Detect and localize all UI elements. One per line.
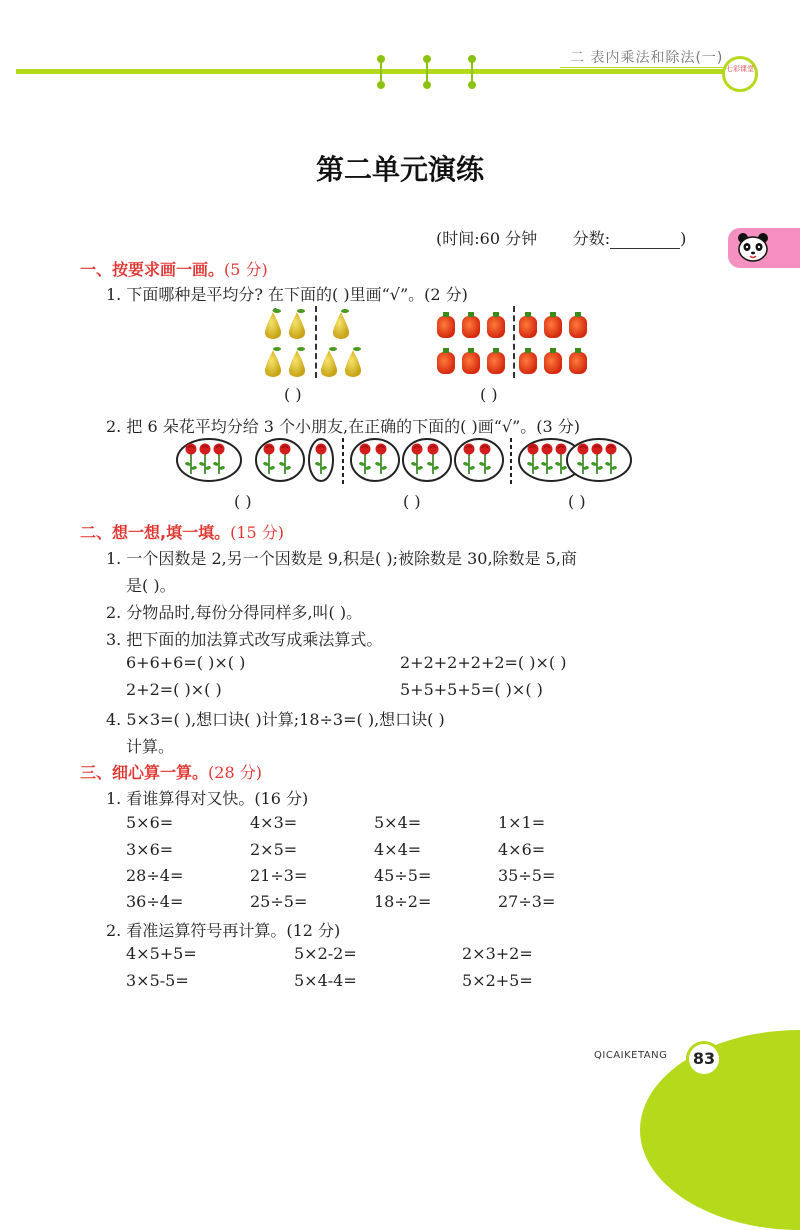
section-title: 二、想一想,填一填。 xyxy=(80,523,231,542)
header-rule xyxy=(560,67,740,68)
calc-item: 18÷2= xyxy=(374,892,432,911)
question-3-2: 2. 看准运算符号再计算。(12 分) xyxy=(106,921,341,940)
section-heading-1 xyxy=(80,257,268,280)
question-2-2: 2. 分物品时,每份分得同样多,叫( )。 xyxy=(106,603,363,622)
equation-item: 2+2=( )×( ) xyxy=(126,680,222,699)
question-2-1-cont: 是( )。 xyxy=(126,576,176,595)
calc-item: 36÷4= xyxy=(126,892,184,911)
question-3-1: 1. 看谁算得对又快。(16 分) xyxy=(106,789,309,808)
time-score-line xyxy=(436,226,686,249)
calc-item: 25÷5= xyxy=(250,892,308,911)
divider xyxy=(513,306,515,378)
question-1-1: 1. 下面哪种是平均分? 在下面的( )里画“√”。(2 分) xyxy=(106,285,468,304)
score-label: 分数: xyxy=(572,229,611,248)
series-badge xyxy=(722,56,758,92)
calc-item: 21÷3= xyxy=(250,866,308,885)
answer-paren[interactable]: ( ) xyxy=(480,385,498,404)
chapter-tag: 二 表内乘法和除法(一) xyxy=(570,50,724,66)
badge-text: 七彩课堂 xyxy=(726,65,754,73)
equation-item: 6+6+6=( )×( ) xyxy=(126,653,246,672)
calc-item: 5×4-4= xyxy=(294,971,357,990)
section-points: (15 分) xyxy=(230,523,285,542)
calc-item: 4×4= xyxy=(374,840,422,859)
flower-groups-icon xyxy=(175,436,635,486)
page-number: 83 xyxy=(686,1041,722,1077)
question-1-2: 2. 把 6 朵花平均分给 3 个小朋友,在正确的下面的( )画“√”。(3 分) xyxy=(106,417,581,436)
pepper-group-icon xyxy=(516,312,592,378)
question-2-3: 3. 把下面的加法算式改写成乘法算式。 xyxy=(106,630,383,649)
binder-pin xyxy=(423,55,431,89)
question-2-1: 1. 一个因数是 2,另一个因数是 9,积是( );被除数是 30,除数是 5,商 xyxy=(106,549,577,568)
calc-item: 45÷5= xyxy=(374,866,432,885)
page-title: 第二单元演练 xyxy=(315,153,484,186)
calc-item: 4×5+5= xyxy=(126,944,197,963)
panda-icon xyxy=(736,232,770,264)
section-heading-2 xyxy=(80,520,284,543)
section-title: 一、按要求画一画。 xyxy=(80,260,225,279)
calc-item: 28÷4= xyxy=(126,866,184,885)
section-points: (28 分) xyxy=(208,763,262,782)
calc-item: 5×6= xyxy=(126,813,174,832)
question-2-4: 4. 5×3=( ),想口诀( )计算;18÷3=( ),想口诀( ) xyxy=(106,710,445,729)
header-bar xyxy=(16,69,736,74)
answer-paren[interactable]: ( ) xyxy=(284,385,302,404)
time-limit: (时间:60 分钟 xyxy=(436,229,538,248)
section-heading-3 xyxy=(80,760,262,783)
calc-item: 5×4= xyxy=(374,813,422,832)
pear-group-icon xyxy=(260,308,312,380)
calc-item: 3×6= xyxy=(126,840,174,859)
calc-item: 27÷3= xyxy=(498,892,556,911)
score-blank[interactable] xyxy=(610,234,680,249)
section-title: 三、细心算一算。 xyxy=(80,763,209,782)
question-2-4-cont: 计算。 xyxy=(126,737,175,756)
calc-item: 4×3= xyxy=(250,813,298,832)
binder-pin xyxy=(377,55,385,89)
calc-item: 3×5-5= xyxy=(126,971,189,990)
pear-group-icon xyxy=(316,308,368,380)
equation-item: 2+2+2+2+2=( )×( ) xyxy=(400,653,567,672)
calc-item: 35÷5= xyxy=(498,866,556,885)
calc-item: 2×3+2= xyxy=(462,944,533,963)
equation-item: 5+5+5+5=( )×( ) xyxy=(400,680,543,699)
answer-paren[interactable]: ( ) xyxy=(234,492,252,511)
binder-pin xyxy=(468,55,476,89)
answer-paren[interactable]: ( ) xyxy=(568,492,586,511)
answer-paren[interactable]: ( ) xyxy=(403,492,421,511)
calc-item: 2×5= xyxy=(250,840,298,859)
pepper-group-icon xyxy=(434,312,510,378)
calc-item: 4×6= xyxy=(498,840,546,859)
section-points: (5 分) xyxy=(224,260,268,279)
brand-label: QICAIKETANG xyxy=(594,1050,668,1061)
calc-item: 1×1= xyxy=(498,813,546,832)
calc-item: 5×2-2= xyxy=(294,944,357,963)
calc-item: 5×2+5= xyxy=(462,971,533,990)
meta-close: ) xyxy=(680,229,687,248)
